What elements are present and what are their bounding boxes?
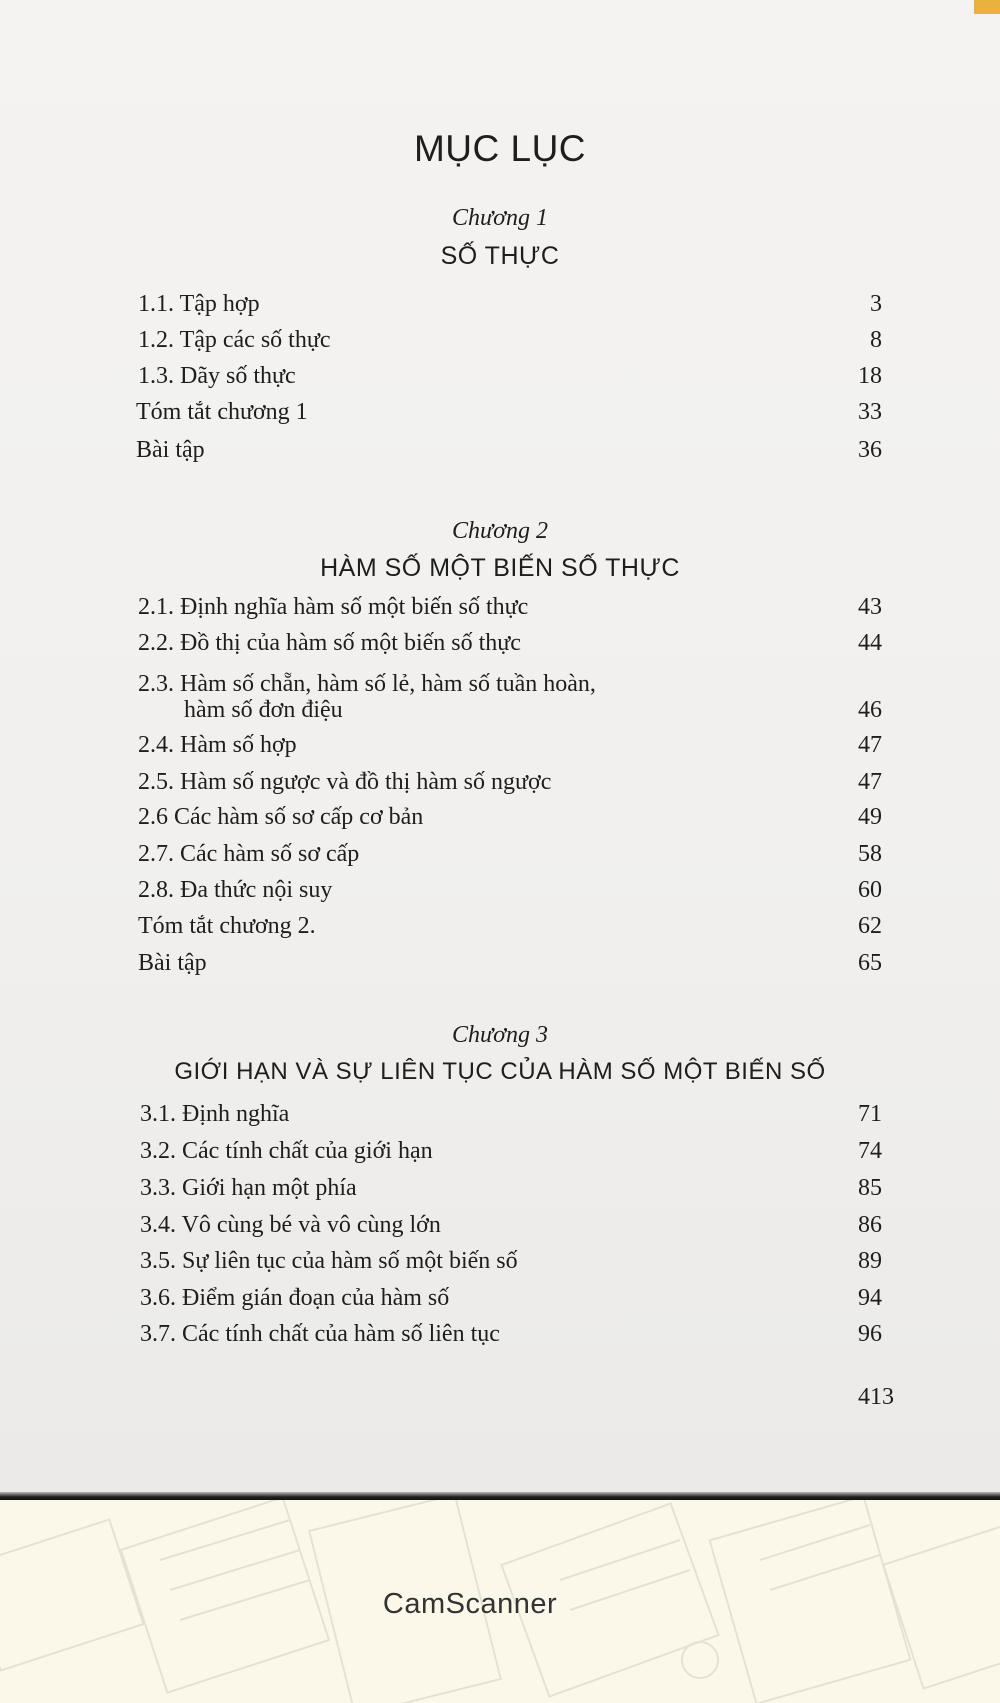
toc-entry: 3.5. Sự liên tục của hàm số một biến số: [140, 1248, 518, 1274]
toc-title: MỤC LỤC: [413, 128, 587, 169]
toc-entry: 3.2. Các tính chất của giới hạn: [140, 1138, 433, 1164]
toc-entry: Tóm tắt chương 1: [136, 399, 308, 425]
toc-entry-continuation: hàm số đơn điệu: [184, 697, 343, 723]
toc-entry: Bài tập: [138, 950, 207, 976]
page-edge: [0, 1492, 1000, 1500]
toc-entry: 1.2. Tập các số thực: [138, 327, 331, 353]
toc-entry: 2.4. Hàm số hợp: [138, 732, 297, 758]
toc-entry: 3.6. Điểm gián đoạn của hàm số: [140, 1285, 450, 1311]
toc-entry: 3.7. Các tính chất của hàm số liên tục: [140, 1321, 500, 1347]
toc-entry: 2.2. Đồ thị của hàm số một biến số thực: [138, 630, 521, 656]
chapter-1-title: SỐ THỰC: [440, 242, 560, 270]
page-corner: [974, 0, 1000, 14]
page-number: 413: [858, 1384, 894, 1410]
toc-entry: 3.3. Giới hạn một phía: [140, 1175, 357, 1201]
book-page: MỤC LỤC Chương 1 SỐ THỰC 1.1. Tập hợp 3 1.2. Tập các số thực 8 1.3. Dãy số thực 18 Tóm tắt chương 1 33 Bài tập 36 Chương 2 HÀM SỐ MỘT BIẾN SỐ THỰC 2.1. Định nghĩa hàm số một biến số thực 43 2.2. Đồ thị của hàm số một biến số thực 44 2.3. Hàm số chẵn, hàm số lẻ, hàm số tuần hoàn, hàm số đơn điệu 46 2.4. Hàm số hợp 47 2.5. Hàm số ngược và đồ thị hàm số ngược 47 2.6 Các hàm số sơ cấp cơ bản 49 2.7. Các hàm số sơ cấp 58 2.8. Đa thức nội suy 60 Tóm tắt chương 2. 62 Bài tập 65 Chương 3 GIỚI HẠN VÀ SỰ LIÊN TỤC CỦA HÀM SỐ MỘT BIẾN SỐ 3.1. Định nghĩa 71 3.2. Các tính chất của giới hạn 74 3.3. Giới hạn một phía 85 3.4. Vô cùng bé và vô cùng lớn 86 3.5. Sự liên tục của hàm số một biến số 89 3.6. Điểm gián đoạn của hàm số 94 3.7. Các tính chất của hàm số liên tục 96 413: [0, 0, 1000, 1500]
toc-entry: 2.7. Các hàm số sơ cấp: [138, 841, 360, 867]
chapter-2-label: Chương 2: [452, 518, 548, 544]
toc-entry: 1.3. Dãy số thực: [138, 363, 296, 389]
toc-entry: 2.6 Các hàm số sơ cấp cơ bản: [138, 804, 424, 830]
scanner-footer: [0, 1500, 1000, 1703]
toc-entry: 2.5. Hàm số ngược và đồ thị hàm số ngược: [138, 769, 552, 795]
chapter-1-label: Chương 1: [452, 205, 548, 231]
toc-entry: 2.8. Đa thức nội suy: [138, 877, 333, 903]
toc-entry: 3.1. Định nghĩa: [140, 1101, 290, 1127]
toc-entry: 3.4. Vô cùng bé và vô cùng lớn: [140, 1212, 441, 1238]
chapter-2-title: HÀM SỐ MỘT BIẾN SỐ THỰC: [320, 554, 680, 582]
camscanner-watermark: CamScanner: [382, 1588, 558, 1620]
toc-entry: 2.3. Hàm số chẵn, hàm số lẻ, hàm số tuần hoàn,: [138, 671, 596, 697]
toc-entry: 2.1. Định nghĩa hàm số một biến số thực: [138, 594, 529, 620]
toc-entry: Bài tập: [136, 437, 205, 463]
chapter-3-label: Chương 3: [452, 1022, 548, 1048]
toc-entry: 1.1. Tập hợp: [138, 291, 260, 317]
toc-entry: Tóm tắt chương 2.: [138, 913, 316, 939]
chapter-3-title: GIỚI HẠN VÀ SỰ LIÊN TỤC CỦA HÀM SỐ MỘT BIẾN SỐ: [174, 1058, 826, 1085]
